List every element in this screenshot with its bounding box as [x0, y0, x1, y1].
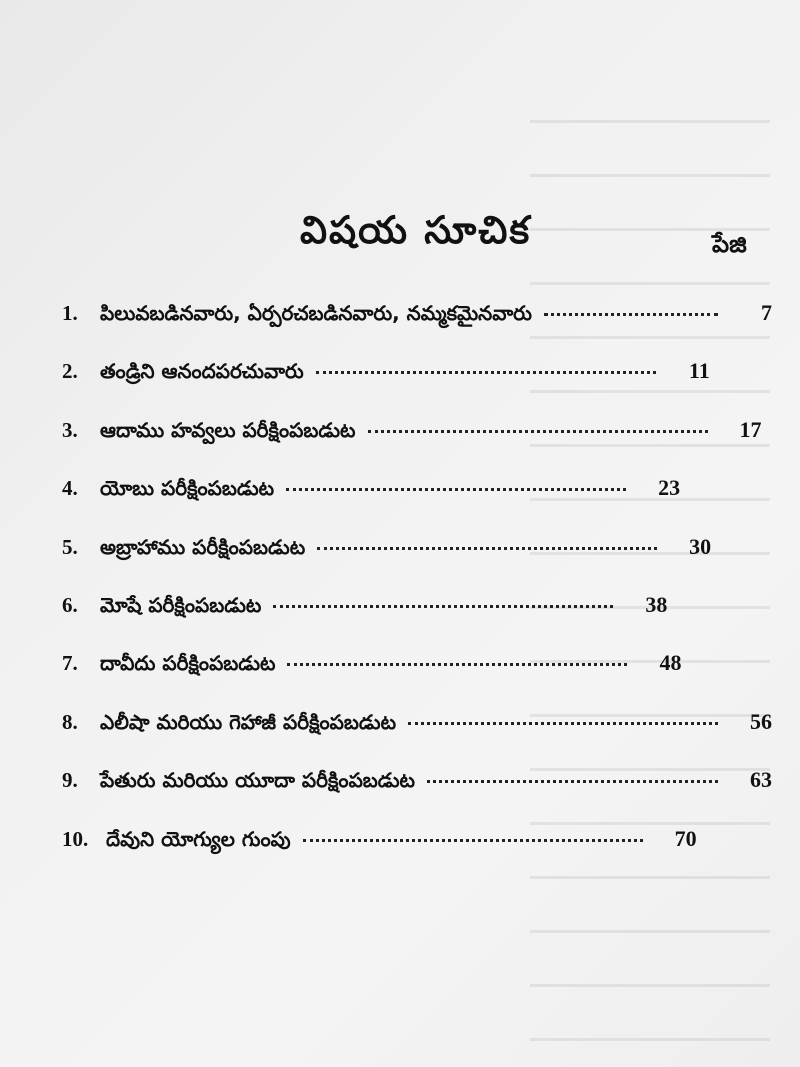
toc-entry: [62, 650, 772, 708]
table-of-contents: [62, 300, 772, 884]
toc-entry: [62, 417, 772, 475]
toc-entry: [62, 475, 772, 533]
entry-page: 7: [761, 300, 772, 325]
dot-leader: [427, 780, 718, 783]
dot-leader: [287, 663, 627, 666]
dot-leader: [316, 371, 656, 374]
dot-leader: [303, 839, 643, 842]
entry-page: 30: [689, 533, 712, 559]
entry-page: 17: [739, 416, 762, 442]
entry-title: దేవుని యోగ్యుల గుంపు: [106, 826, 291, 851]
entry-title: యోబు పరీక్షింపబడుట: [100, 476, 275, 501]
toc-entry: [62, 300, 772, 358]
toc-entry: [62, 358, 772, 416]
entry-page: 63: [750, 767, 772, 793]
entry-number: 4.: [62, 476, 78, 501]
dot-leader: [273, 605, 613, 608]
entry-page: 70: [674, 825, 697, 851]
entry-title: ఎలీషా మరియు గెహాజీ పరీక్షింపబడుట: [100, 709, 397, 734]
entry-number: 6.: [62, 592, 78, 617]
dot-leader: [317, 547, 657, 550]
entry-page: 38: [645, 591, 668, 617]
entry-title: దావీదు పరీక్షింపబడుట: [100, 651, 276, 676]
entry-number: 1.: [62, 301, 78, 325]
entry-number: 7.: [62, 651, 78, 676]
toc-entry: [62, 709, 772, 767]
entry-number: 2.: [62, 359, 78, 384]
entry-number: 3.: [62, 417, 78, 442]
dot-leader: [368, 430, 708, 433]
entry-title: ఆదాము హవ్వలు పరీక్షింపబడుట: [100, 417, 356, 442]
toc-entry: [62, 767, 772, 825]
entry-page: 48: [659, 650, 682, 676]
toc-entry: [62, 826, 772, 884]
dot-leader: [408, 722, 718, 725]
entry-page: 11: [688, 358, 710, 384]
page-title: విషయ సూచిక: [300, 208, 532, 252]
entry-number: 8.: [62, 709, 78, 734]
entry-title: మోషే పరీక్షింపబడుట: [100, 592, 262, 617]
entry-page: 56: [750, 708, 772, 734]
entry-title: తండ్రిని ఆనందపరచువారు: [100, 359, 304, 384]
dot-leader: [286, 488, 626, 491]
entry-title: పిలువబడినవారు, ఏర్పరచబడినవారు, నమ్మకమైనవారు: [100, 301, 532, 325]
entry-number: 10.: [62, 826, 89, 851]
entry-number: 9.: [62, 768, 78, 793]
dot-leader: [544, 313, 718, 316]
entry-number: 5.: [62, 534, 78, 559]
toc-entry: [62, 534, 772, 592]
page-column-label: పేజి: [712, 230, 747, 258]
entry-page: 23: [658, 475, 681, 501]
entry-title: పేతురు మరియు యూదా పరీక్షింపబడుట: [100, 768, 415, 793]
toc-entry: [62, 592, 772, 650]
entry-title: అబ్రాహాము పరీక్షింపబడుట: [100, 534, 306, 559]
